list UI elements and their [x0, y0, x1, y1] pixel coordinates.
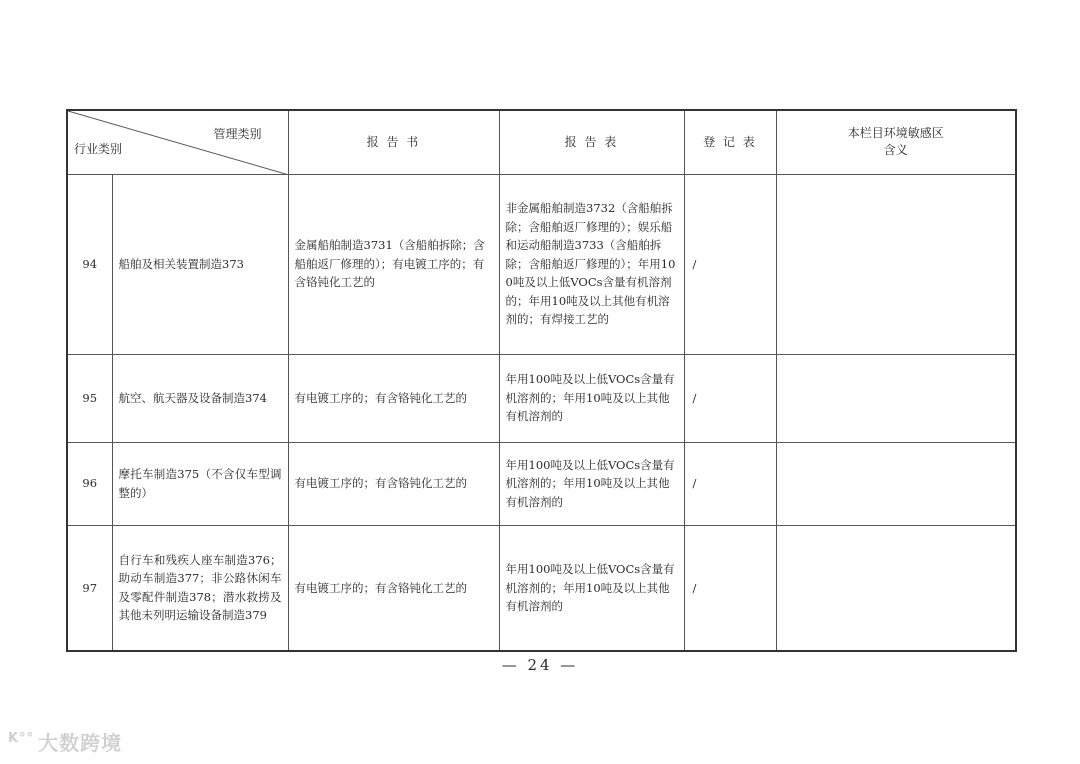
registration-form-cell: / — [684, 174, 776, 354]
report-book-cell: 有电镀工序的；有含铬钝化工艺的 — [288, 354, 499, 442]
industry-cell: 船舶及相关装置制造373 — [112, 174, 288, 354]
registration-form-cell: / — [684, 525, 776, 651]
diagonal-header-cell — [67, 110, 288, 174]
watermark-text: 大数跨境 — [38, 731, 123, 755]
page-number: — 24 — — [501, 656, 579, 674]
watermark-logo-icon: K°° — [8, 731, 35, 747]
sensitive-area-cell — [776, 354, 1016, 442]
table-row — [67, 442, 1016, 525]
registration-form-cell: / — [684, 442, 776, 525]
header-sensitive-area-line2: 含义 — [883, 143, 908, 158]
industry-category-label: 行业类别 — [74, 142, 123, 156]
classification-table — [66, 109, 1017, 652]
classification-table-container — [66, 109, 1015, 651]
table-header-row — [67, 110, 1016, 174]
row-index: 94 — [67, 174, 112, 354]
report-form-cell: 非金属船舶制造3732（含船舶拆除；含船舶返厂修理的）；娱乐船和运动船制造3733（含船舶拆除；含船舶返厂修理的）；年用100吨及以上低VOCs含量有机溶剂的；年用10吨及以上其他有机溶剂的；有焊接工艺的 — [499, 174, 684, 354]
table-row — [67, 174, 1016, 354]
header-registration-form: 登 记 表 — [684, 110, 776, 174]
row-index: 96 — [67, 442, 112, 525]
report-form-cell: 年用100吨及以上低VOCs含量有机溶剂的；年用10吨及以上其他有机溶剂的 — [499, 525, 684, 651]
report-book-cell: 金属船舶制造3731（含船舶拆除；含船舶返厂修理的）；有电镀工序的；有含铬钝化工艺的 — [288, 174, 499, 354]
management-category-label: 管理类别 — [213, 127, 262, 141]
header-report-form: 报 告 表 — [499, 110, 684, 174]
industry-cell: 航空、航天器及设备制造374 — [112, 354, 288, 442]
row-index: 97 — [67, 525, 112, 651]
header-sensitive-area — [776, 110, 1016, 174]
sensitive-area-cell — [776, 525, 1016, 651]
registration-form-cell: / — [684, 354, 776, 442]
industry-cell: 自行车和残疾人座车制造376；助动车制造377；非公路休闲车及零配件制造378；潜水救捞及其他未列明运输设备制造379 — [112, 525, 288, 651]
watermark — [8, 727, 122, 756]
row-index: 95 — [67, 354, 112, 442]
report-form-cell: 年用100吨及以上低VOCs含量有机溶剂的；年用10吨及以上其他有机溶剂的 — [499, 442, 684, 525]
report-book-cell: 有电镀工序的；有含铬钝化工艺的 — [288, 525, 499, 651]
report-form-cell: 年用100吨及以上低VOCs含量有机溶剂的；年用10吨及以上其他有机溶剂的 — [499, 354, 684, 442]
sensitive-area-cell — [776, 174, 1016, 354]
table-row — [67, 525, 1016, 651]
header-report-book: 报 告 书 — [288, 110, 499, 174]
sensitive-area-cell — [776, 442, 1016, 525]
header-sensitive-area-line1: 本栏目环境敏感区 — [847, 126, 944, 141]
report-book-cell: 有电镀工序的；有含铬钝化工艺的 — [288, 442, 499, 525]
industry-cell: 摩托车制造375（不含仅车型调整的） — [112, 442, 288, 525]
table-row — [67, 354, 1016, 442]
